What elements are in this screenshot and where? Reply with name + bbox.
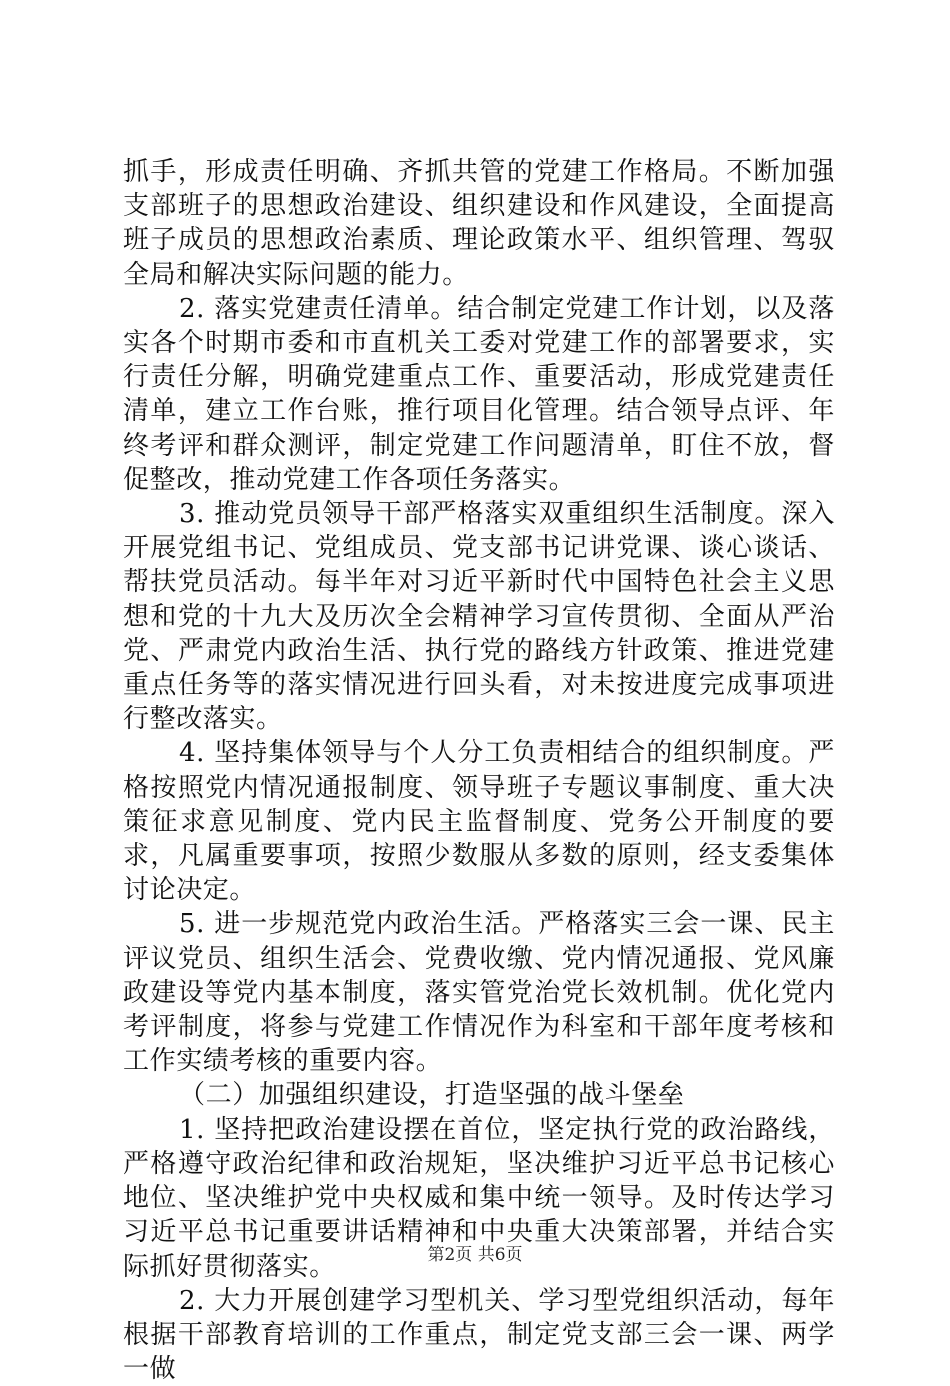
paragraph-item-3-dual-organizational-life: 3. 推动党员领导干部严格落实双重组织生活制度。深入开展党组书记、党组成员、党支部书记讲党课、谈心谈话、帮扶党员活动。每半年对习近平新时代中国特色社会主义思想和党的十九大及历次全会精神学习宣传贯彻、全面从严治党、严肃党内政治生活、执行党的路线方针政策、推进党建重点任务等的落实情况进行回头看，对未按进度完成事项进行整改落实。 <box>123 499 835 735</box>
document-body <box>123 155 835 1386</box>
page-footer: 第2页 共6页 <box>427 1245 523 1265</box>
paragraph-item-1-political-construction: 1. 坚持把政治建设摆在首位，坚定执行党的政治路线，严格遵守政治纪律和政治规矩，坚决维护习近平总书记核心地位、坚决维护党中央权威和集中统一领导。及时传达学习习近平总书记重要讲话精神和中央重大决策部署，并结合实际抓好贯彻落实。 <box>123 1114 835 1282</box>
paragraph-item-4-collective-leadership: 4. 坚持集体领导与个人分工负责相结合的组织制度。严格按照党内情况通报制度、领导班子专题议事制度、重大决策征求意见制度、党内民主监督制度、党务公开制度的要求，凡属重要事项，按照少数服从多数的原则，经支委集体讨论决定。 <box>123 738 835 906</box>
section-heading: （二）加强组织建设，打造坚强的战斗堡垒 <box>179 1080 685 1111</box>
paragraph-item-2-learning-organization: 2. 大力开展创建学习型机关、学习型党组织活动，每年根据干部教育培训的工作重点，制定党支部三会一课、两学一做 <box>123 1285 835 1385</box>
paragraph-item-5-political-life: 5. 进一步规范党内政治生活。严格落实三会一课、民主评议党员、组织生活会、党费收缴、党内情况通报、党风廉政建设等党内基本制度，落实管党治党长效机制。优化党内考评制度，将参与党建工作情况作为科室和干部年度考核和工作实绩考核的重要内容。 <box>123 909 835 1077</box>
paragraph-continuation: 抓手，形成责任明确、齐抓共管的党建工作格局。不断加强支部班子的思想政治建设、组织建设和作风建设，全面提高班子成员的思想政治素质、理论政策水平、组织管理、驾驭全局和解决实际问题的能力。 <box>123 157 835 290</box>
paragraph-item-2-responsibility-list: 2. 落实党建责任清单。结合制定党建工作计划，以及落实各个时期市委和市直机关工委对党建工作的部署要求，实行责任分解，明确党建重点工作、重要活动，形成党建责任清单，建立工作台账，推行项目化管理。结合领导点评、年终考评和群众测评，制定党建工作问题清单，盯住不放，督促整改，推动党建工作各项任务落实。 <box>123 293 835 495</box>
